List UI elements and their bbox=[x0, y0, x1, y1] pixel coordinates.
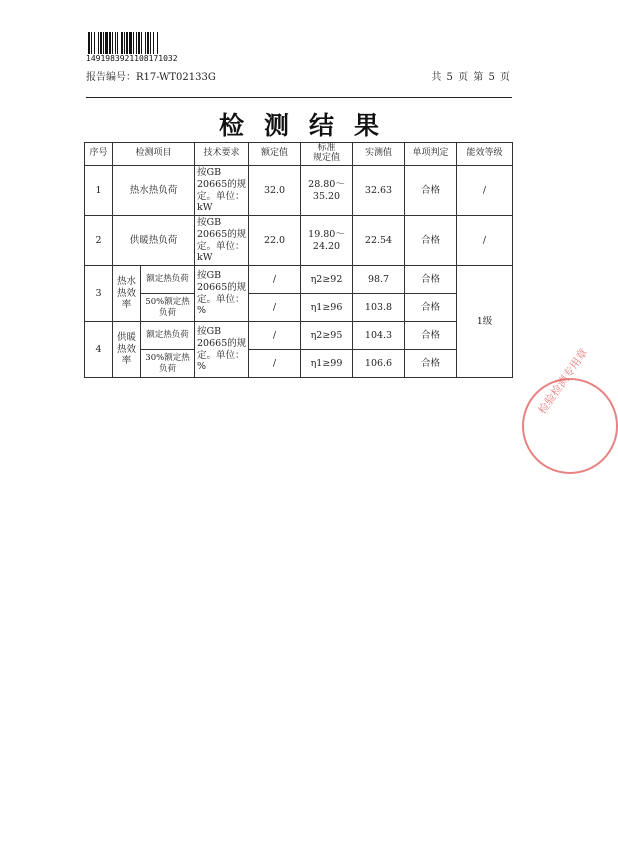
header-divider bbox=[86, 97, 512, 98]
row-measured: 98.7 bbox=[353, 266, 405, 294]
row-measured: 104.3 bbox=[353, 322, 405, 350]
table-row bbox=[85, 266, 513, 294]
col-header-no: 序号 bbox=[85, 143, 113, 166]
row-standard: 19.80～24.20 bbox=[301, 216, 353, 266]
row-standard: 28.80～35.20 bbox=[301, 166, 353, 216]
seal-ring bbox=[522, 378, 618, 474]
row-standard: η1≥96 bbox=[301, 294, 353, 322]
row-no: 3 bbox=[85, 266, 113, 322]
col-header-requirement: 技术要求 bbox=[195, 143, 249, 166]
report-number-value: R17-WT02133G bbox=[136, 72, 216, 83]
row-no: 2 bbox=[85, 216, 113, 266]
row-rated: / bbox=[249, 294, 301, 322]
barcode-number: 1491983921108171032 bbox=[86, 54, 178, 63]
row-rated: 32.0 bbox=[249, 166, 301, 216]
row-rated: / bbox=[249, 322, 301, 350]
row-rated: / bbox=[249, 266, 301, 294]
row-rated: / bbox=[249, 350, 301, 378]
row-item: 热水热效率 bbox=[113, 266, 141, 322]
table-row bbox=[85, 322, 513, 350]
row-subitem: 额定热负荷 bbox=[141, 322, 195, 350]
row-verdict: 合格 bbox=[405, 294, 457, 322]
table-header-row bbox=[85, 143, 513, 166]
col-header-verdict: 单项判定 bbox=[405, 143, 457, 166]
row-verdict: 合格 bbox=[405, 216, 457, 266]
table-row bbox=[85, 294, 513, 322]
row-verdict: 合格 bbox=[405, 350, 457, 378]
col-header-item: 检测项目 bbox=[113, 143, 195, 166]
row-grade: / bbox=[457, 216, 513, 266]
row-requirement: 按GB 20665的规定。单位：% bbox=[195, 266, 249, 322]
row-standard: η2≥95 bbox=[301, 322, 353, 350]
barcode bbox=[88, 32, 184, 54]
row-requirement: 按GB 20665的规定。单位：kW bbox=[195, 216, 249, 266]
official-seal bbox=[512, 346, 591, 474]
col-header-measured: 实测值 bbox=[353, 143, 405, 166]
row-no: 1 bbox=[85, 166, 113, 216]
barcode-bar bbox=[158, 32, 159, 54]
table-row bbox=[85, 350, 513, 378]
row-measured: 103.8 bbox=[353, 294, 405, 322]
row-grade: / bbox=[457, 166, 513, 216]
row-item: 供暖热负荷 bbox=[113, 216, 195, 266]
row-subitem: 50%额定热负荷 bbox=[141, 294, 195, 322]
page-info: 共 5 页 第 5 页 bbox=[431, 72, 510, 83]
row-standard: η2≥92 bbox=[301, 266, 353, 294]
row-verdict: 合格 bbox=[405, 166, 457, 216]
row-measured: 32.63 bbox=[353, 166, 405, 216]
table-row bbox=[85, 166, 513, 216]
report-number-label: 报告编号： bbox=[86, 72, 136, 83]
row-subitem: 额定热负荷 bbox=[141, 266, 195, 294]
row-measured: 22.54 bbox=[353, 216, 405, 266]
row-measured: 106.6 bbox=[353, 350, 405, 378]
row-requirement: 按GB 20665的规定。单位：kW bbox=[195, 166, 249, 216]
merged-grade: 1级 bbox=[457, 266, 513, 378]
row-item: 供暖热效率 bbox=[113, 322, 141, 378]
results-table bbox=[84, 142, 513, 378]
table-row bbox=[85, 216, 513, 266]
row-item: 热水热负荷 bbox=[113, 166, 195, 216]
col-header-grade: 能效等级 bbox=[457, 143, 513, 166]
row-requirement: 按GB 20665的规定。单位：% bbox=[195, 322, 249, 378]
seal-text: 检验检测专用章 bbox=[535, 346, 591, 417]
row-subitem: 30%额定热负荷 bbox=[141, 350, 195, 378]
row-verdict: 合格 bbox=[405, 266, 457, 294]
row-rated: 22.0 bbox=[249, 216, 301, 266]
page-title: 检测结果 bbox=[218, 111, 399, 140]
row-verdict: 合格 bbox=[405, 322, 457, 350]
report-number bbox=[86, 68, 216, 83]
row-standard: η1≥99 bbox=[301, 350, 353, 378]
col-header-standard: 标准 规定值 bbox=[301, 143, 353, 166]
row-no: 4 bbox=[85, 322, 113, 378]
col-header-rated: 额定值 bbox=[249, 143, 301, 166]
